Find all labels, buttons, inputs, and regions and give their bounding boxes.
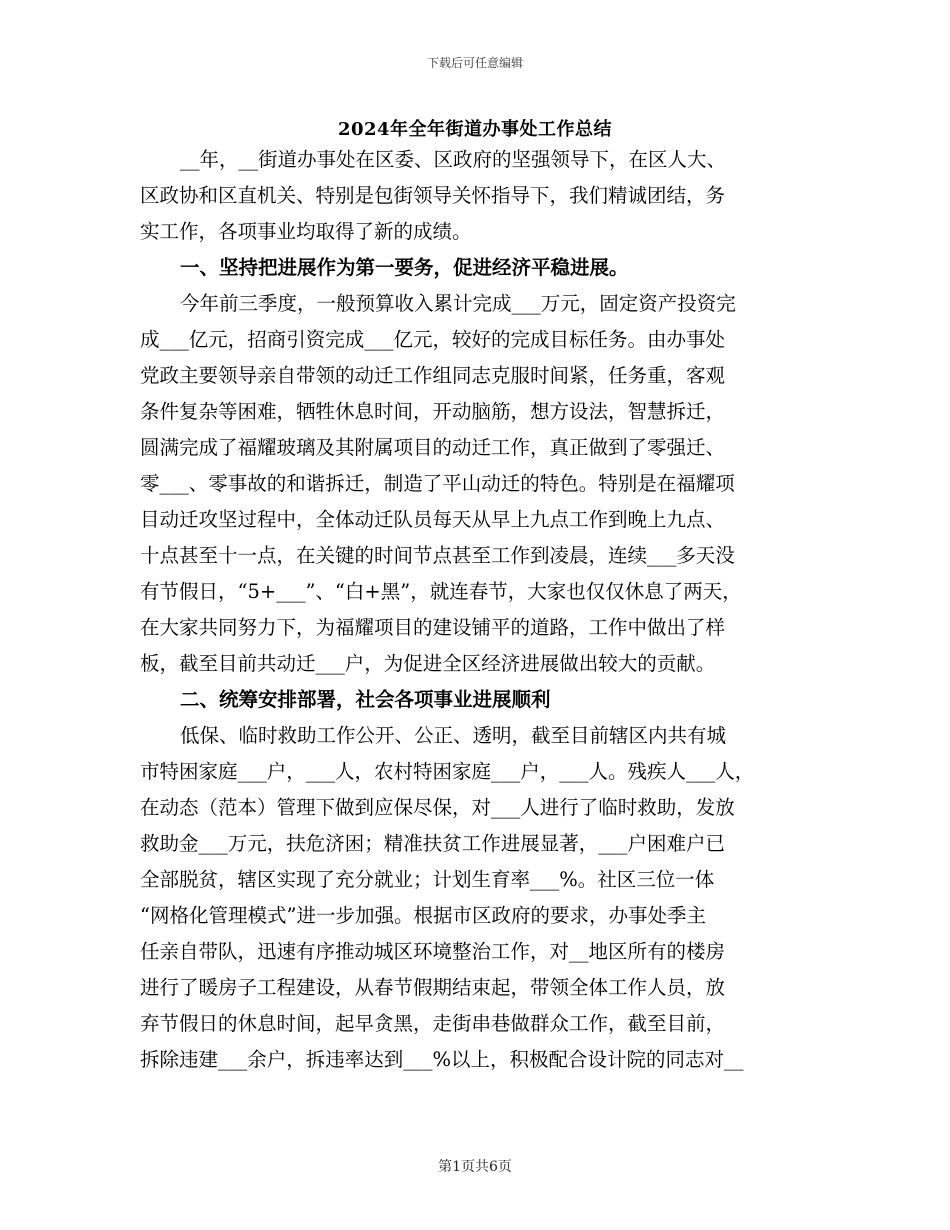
text-line: 弃节假日的休息时间，起早贪黑，走街串巷做群众工作，截至目前，: [140, 1012, 726, 1035]
text-line: 在大家共同努力下，为福耀项目的建设铺平的道路，工作中做出了样: [140, 616, 726, 639]
text-line: 市特困家庭___户，___人，农村特困家庭___户，___人。残疾人___人，: [140, 760, 755, 783]
text-line: 低保、临时救助工作公开、公正、透明，截至目前辖区内共有城: [180, 724, 727, 747]
text-line: 圆满完成了福耀玻璃及其附属项目的动迁工作，真正做到了零强迁、: [140, 436, 726, 459]
text-line: “网格化管理模式”进一步加强。根据市区政府的要求，办事处季主: [140, 904, 706, 927]
text-line: 拆除违建___余户，拆违率达到___%以上，积极配合设计院的同志对__: [140, 1048, 744, 1071]
text-line: 区政协和区直机关、特别是包街领导关怀指导下，我们精诚团结，务: [140, 184, 726, 207]
text-line: 在动态（范本）管理下做到应保尽保，对___人进行了临时救助，发放: [140, 796, 735, 819]
text-line: 实工作，各项事业均取得了新的成绩。: [140, 220, 472, 243]
section-heading: 二、统筹安排部署，社会各项事业进展顺利: [180, 688, 551, 711]
text-line: __年，__街道办事处在区委、区政府的坚强领导下，在区人大、: [180, 148, 727, 171]
text-line: 板，截至目前共动迁___户，为促进全区经济进展做出较大的贡献。: [140, 652, 716, 675]
text-line: 救助金___万元，扶危济困；精准扶贫工作进展显著，___户困难户已: [140, 832, 726, 855]
text-line: 十点甚至十一点，在关键的时间节点甚至工作到凌晨，连续___多天没: [140, 544, 735, 567]
document-body: [140, 142, 815, 1078]
text-line: 进行了暖房子工程建设，从春节假期结束起，带领全体工作人员，放: [140, 976, 726, 999]
document-title: 2024年全年街道办事处工作总结: [337, 119, 613, 140]
page-header: 下载后可任意编辑: [426, 56, 523, 70]
text-line: 任亲自带队，迅速有序推动城区环境整治工作，对__地区所有的楼房: [140, 940, 726, 963]
text-line: 零___、零事故的和谐拆迁，制造了平山动迁的特色。特别是在福耀项: [140, 472, 735, 495]
text-line: 条件复杂等困难，牺牲休息时间，开动脑筋，想方设法，智慧拆迁，: [140, 400, 726, 423]
text-line: 有节假日，“5+___”、“白+黑”，就连春节，大家也仅仅休息了两天，: [140, 580, 742, 603]
page-footer: 第1页共6页: [438, 1159, 512, 1175]
text-line: 成___亿元，招商引资完成___亿元，较好的完成目标任务。由办事处: [140, 328, 726, 351]
section-heading: 一、坚持把进展作为第一要务，促进经济平稳进展。: [180, 256, 629, 279]
text-line: 全部脱贫，辖区实现了充分就业；计划生育率___%。社区三位一体: [140, 868, 715, 891]
text-line: 目动迁攻坚过程中，全体动迁队员每天从早上九点工作到晚上九点、: [140, 508, 726, 531]
text-line: 党政主要领导亲自带领的动迁工作组同志克服时间紧，任务重，客观: [140, 364, 726, 387]
text-line: 今年前三季度，一般预算收入累计完成___万元，固定资产投资完: [180, 292, 736, 315]
